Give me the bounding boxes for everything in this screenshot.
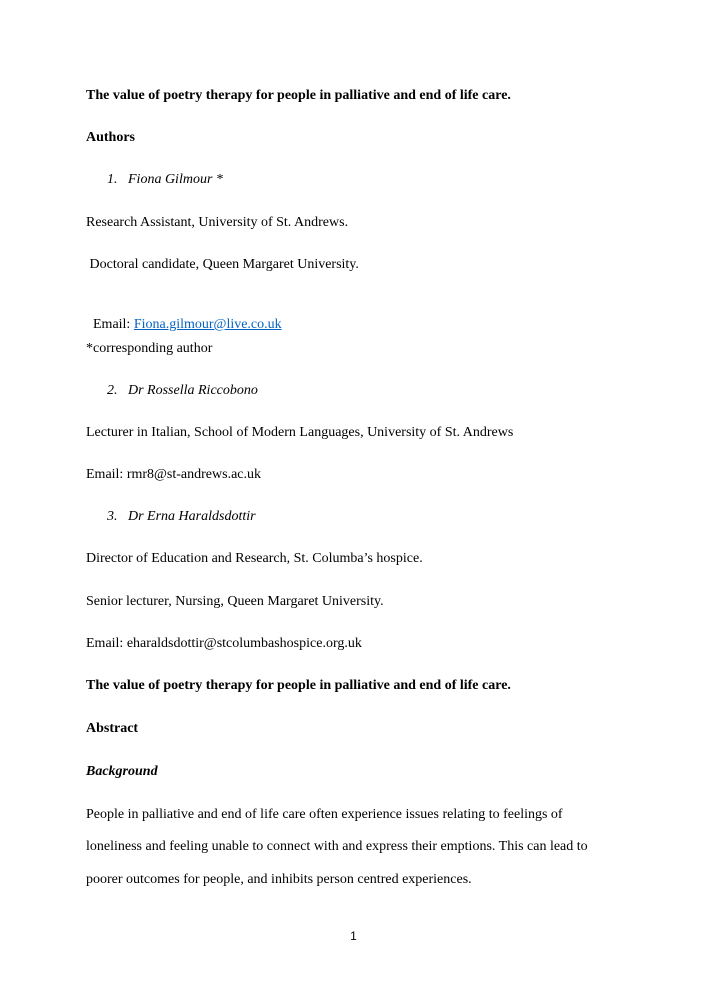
author-3-number: 3. <box>107 509 118 524</box>
author-3-affiliation-2: Senior lecturer, Nursing, Queen Margaret University. <box>86 594 384 609</box>
author-3-email: Email: eharaldsdottir@stcolumbashospice.org.uk <box>86 636 362 651</box>
author-1-affiliation-1: Research Assistant, University of St. Andrews. <box>86 215 349 230</box>
author-2-number: 2. <box>107 383 118 398</box>
author-1-email-line <box>86 298 282 334</box>
author-1-affiliation-2: Doctoral candidate, Queen Margaret University. <box>86 257 359 272</box>
title: The value of poetry therapy for people in palliative and end of life care. <box>86 88 511 103</box>
author-1-entry <box>107 171 223 189</box>
authors-heading: Authors <box>86 130 136 145</box>
author-3-affiliation-1: Director of Education and Research, St. Columba’s hospice. <box>86 551 423 566</box>
author-1-name: Fiona Gilmour * <box>128 172 223 187</box>
background-paragraph-line-3: poorer outcomes for people, and inhibits person centred experiences. <box>86 872 472 887</box>
background-heading: Background <box>86 764 158 779</box>
background-paragraph-line-1: People in palliative and end of life care often experience issues relating to feelings of <box>86 807 563 822</box>
author-1-email-link[interactable]: Fiona.gilmour@live.co.uk <box>133 317 282 332</box>
author-2-entry <box>107 382 258 400</box>
author-2-name: Dr Rossella Riccobono <box>128 383 258 398</box>
page-number: 1 <box>350 929 357 943</box>
abstract-heading: Abstract <box>86 721 139 736</box>
background-paragraph-line-2: loneliness and feeling unable to connect with and express their emptions. This can lead to <box>86 839 588 854</box>
author-3-name: Dr Erna Haraldsdottir <box>128 509 256 524</box>
author-3-entry <box>107 508 256 526</box>
author-1-email-label: Email: <box>93 317 134 332</box>
title-repeat: The value of poetry therapy for people in palliative and end of life care. <box>86 678 511 693</box>
author-2-affiliation: Lecturer in Italian, School of Modern Languages, University of St. Andrews <box>86 425 514 440</box>
corresponding-author-note: *corresponding author <box>86 341 213 356</box>
author-1-number: 1. <box>107 172 118 187</box>
author-2-email: Email: rmr8@st-andrews.ac.uk <box>86 467 262 482</box>
